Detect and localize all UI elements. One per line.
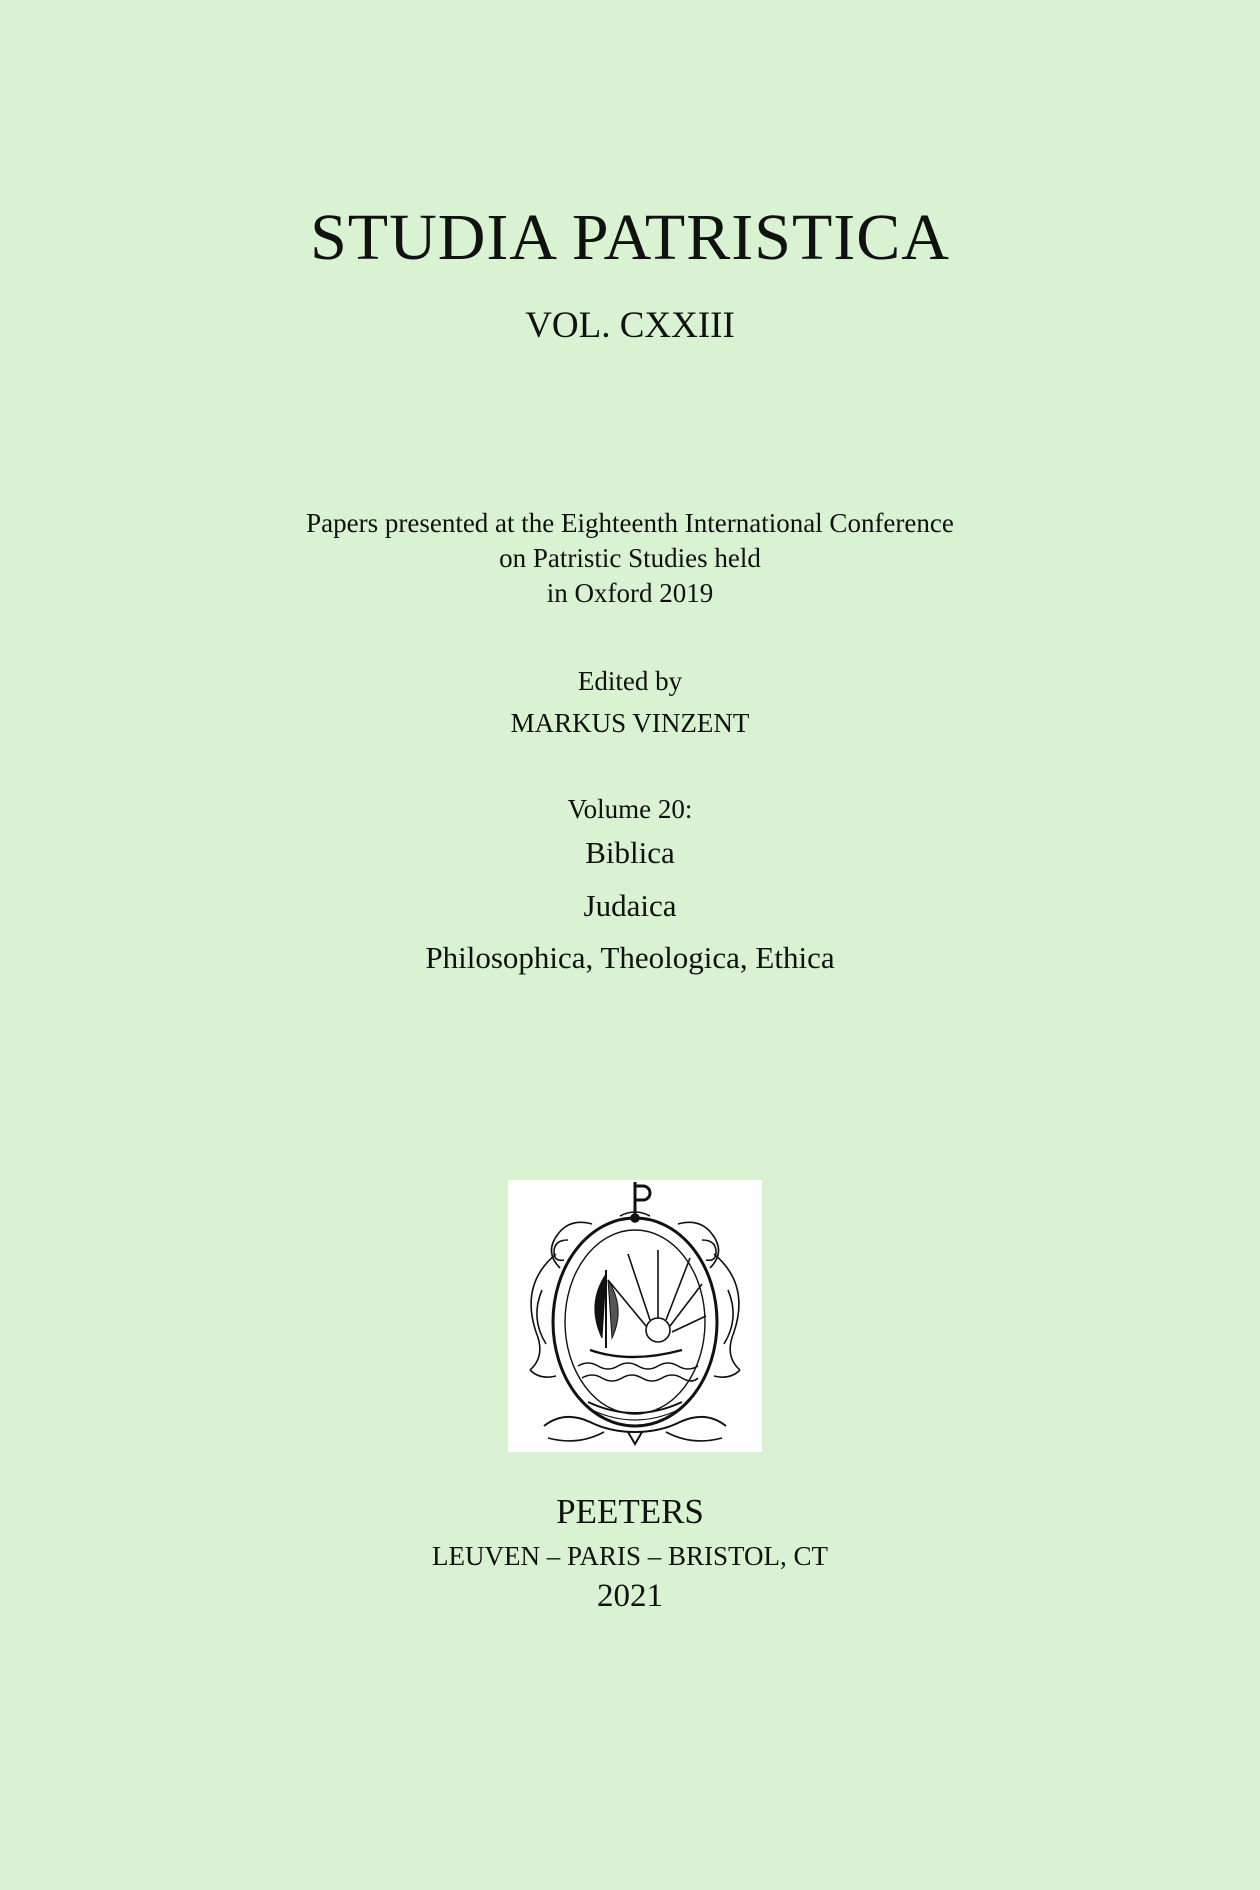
section-title: Judaica bbox=[583, 888, 677, 923]
section-title: Philosophica, Theologica, Ethica bbox=[425, 940, 835, 975]
volume-part-label: Volume 20: bbox=[567, 794, 693, 824]
editor-name: MARKUS VINZENT bbox=[510, 708, 750, 738]
conference-description-line: on Patristic Studies held bbox=[499, 543, 761, 573]
conference-description-line: in Oxford 2019 bbox=[546, 578, 714, 608]
publisher-emblem-icon bbox=[508, 1180, 762, 1452]
conference-description-line: Papers presented at the Eighteenth International Conference bbox=[306, 508, 954, 538]
edited-by-label: Edited by bbox=[577, 666, 683, 696]
volume-number: VOL. CXXIII bbox=[525, 305, 735, 346]
publisher-cities: LEUVEN – PARIS – BRISTOL, CT bbox=[431, 1541, 829, 1571]
series-title: STUDIA PATRISTICA bbox=[310, 201, 950, 274]
section-title: Biblica bbox=[585, 835, 675, 870]
publisher-name: PEETERS bbox=[556, 1492, 704, 1531]
publication-year: 2021 bbox=[597, 1578, 663, 1614]
